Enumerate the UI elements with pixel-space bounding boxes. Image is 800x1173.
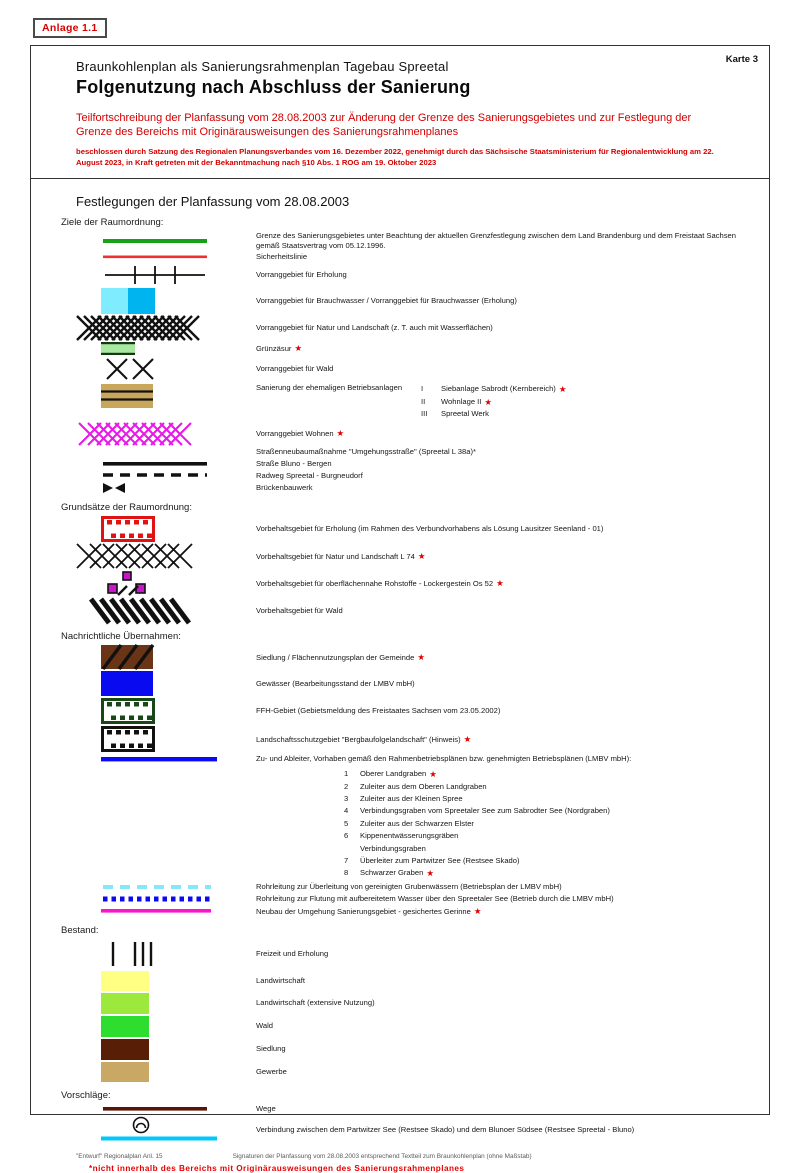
betriebsanlagen-symbol — [61, 383, 256, 408]
numlist-label: Überleiter zum Partwitzer See (Restsee Skado) — [360, 856, 520, 866]
legend-label: Wege — [256, 1103, 276, 1113]
legend-row — [61, 357, 755, 381]
numlist-item — [344, 768, 755, 780]
legend-section-title: Bestand: — [61, 924, 99, 936]
legend-label-cell — [256, 343, 755, 354]
approval-text: beschlossen durch Satzung des Regionalen Planungsverbandes vom 16. Dezember 2022, genehmigt durch das Sächsische Staatsministerium für Regionalentwicklung am 22. August 2023, in Kraft getreten mit der Bekanntmachung nach §10 Abs. 1 ROG am 19. Oktober 2023 — [76, 147, 714, 167]
legend-label: Grünzäsur ★ — [256, 343, 303, 354]
numlist-number: 6 — [344, 831, 349, 841]
sublist-numeral: II — [421, 396, 426, 406]
legend-label: Landwirtschaft — [256, 975, 305, 985]
legend-label-cell — [256, 252, 755, 262]
legend-label: Gewässer (Bearbeitungsstand der LMBV mbH) — [256, 678, 415, 688]
legend-label-cell — [256, 976, 755, 986]
legend-label-cell — [256, 1104, 755, 1114]
legend-label: Vorranggebiet für Wald — [256, 364, 334, 374]
legend-label: Wald — [256, 1021, 274, 1031]
wald-vorbehalt-diag-symbol — [61, 599, 256, 623]
red-star-icon: ★ — [294, 343, 303, 354]
erholung-vorbehalt-symbol — [61, 516, 256, 542]
strasse-line-symbol — [61, 460, 256, 468]
legend-label-cell — [256, 524, 755, 534]
legend-label-cell — [256, 1021, 755, 1031]
legend-section — [61, 502, 755, 623]
numlist-label: Schwarzer Graben — [360, 868, 424, 878]
legend-label-cell — [256, 706, 755, 716]
legend-label: Landschaftsschutzgebiet "Bergbaufolgelandschaft" (Hinweis) ★ — [256, 733, 472, 744]
numlist-number: 1 — [344, 769, 349, 779]
legend-row — [61, 1116, 755, 1144]
legend-label-cell — [256, 606, 755, 616]
red-star-icon: ★ — [426, 868, 434, 879]
erholung-ticks-symbol — [61, 264, 256, 286]
footnote-source-left: "Entwurf" Regionalplan Anl. 15 — [76, 1152, 163, 1160]
anlage-badge: Anlage 1.1 — [33, 18, 107, 38]
siedlung-box-symbol — [61, 1039, 256, 1060]
numlist-label: Zuleiter aus dem Oberen Landgraben — [360, 781, 487, 791]
legend-label-cell — [256, 894, 755, 904]
legend-label: Sicherheitslinie — [256, 252, 308, 262]
legend-label: Grenze des Sanierungsgebietes unter Beachtung der aktuellen Grenzfestlegung zwischen dem Land Brandenburg und dem Freistaat Sachsen gemäß Staatsvertrag vom 05.12.1996. — [256, 230, 736, 250]
ffh-gebiet-symbol — [61, 698, 256, 724]
legend-label-cell — [256, 428, 755, 439]
zuableiter-line-symbol — [61, 754, 256, 763]
legend-row — [61, 698, 755, 724]
red-star-icon: ★ — [417, 651, 425, 662]
legend-label: Straße Bluno - Bergen — [256, 458, 332, 468]
legend-row — [61, 252, 755, 262]
numlist-item — [344, 818, 755, 830]
legend-row — [61, 1104, 755, 1114]
wohnen-lattice-symbol — [61, 423, 256, 445]
legend-label: Rohrleitung zur Überleitung von gereinigten Grubenwässern (Betriebsplan der LMBV mbH) — [256, 881, 562, 891]
numlist-label: Zuleiter aus der Schwarzen Elster — [360, 818, 474, 828]
legend-label-cell — [256, 471, 755, 481]
legend-label: Freizeit und Erholung — [256, 948, 329, 958]
lsg-bfl-symbol — [61, 726, 256, 752]
legend-section — [61, 217, 755, 495]
numlist-item — [344, 793, 755, 805]
legend-label: Vorranggebiet für Erholung — [256, 270, 347, 280]
amendment-text: Teilfortschreibung der Planfassung vom 28.08.2003 zur Änderung der Grenze des Sanierungsgebietes und zur Festlegung der Grenze des Bereichs mit Originärausweisungen des Sanierungsrahmenplanes — [76, 112, 692, 139]
freizeit-bars-symbol — [61, 939, 256, 969]
legend-row — [61, 939, 755, 969]
sublist-item — [421, 396, 566, 409]
legend-section-title: Grundsätze der Raumordnung: — [61, 502, 192, 514]
numlist-number: 7 — [344, 856, 349, 866]
legend-label: Vorbehaltsgebiet für Erholung (im Rahmen des Verbundvorhabens als Lösung Lausitzer Seenland - 01) — [256, 524, 604, 534]
legend-row — [61, 754, 755, 880]
red-star-icon: ★ — [496, 578, 504, 589]
none-symbol — [61, 449, 256, 455]
legend-label-cell — [256, 998, 755, 1008]
rohrleitung-dash-symbol — [61, 883, 256, 891]
legend-label-cell — [256, 1125, 755, 1135]
legend-label: Vorbehaltsgebiet für oberflächennahe Rohstoffe - Lockergestein Os 52 ★ — [256, 578, 504, 589]
legend-label: Neubau der Umgehung Sanierungsgebiet - gesichertes Gerinne ★ — [256, 905, 482, 916]
legend-row — [61, 1016, 755, 1037]
legend-label-cell — [256, 270, 755, 280]
legend-label-cell — [256, 551, 755, 562]
numlist-label: Zuleiter aus der Kleinen Spree — [360, 794, 463, 804]
legend-label-cell — [256, 231, 755, 251]
legend-row — [61, 383, 755, 421]
sublist-label: Siebanlage Sabrodt (Kernbereich) — [441, 384, 556, 394]
numlist-item — [344, 855, 755, 867]
legend-row — [61, 894, 755, 904]
legend-row — [61, 599, 755, 623]
legend-label: Vorbehaltsgebiet für Natur und Landschaft L 74 ★ — [256, 550, 426, 561]
legend-label-cell — [256, 578, 755, 589]
grenze-line-symbol — [61, 236, 256, 246]
red-star-icon: ★ — [417, 550, 426, 561]
red-star-icon: ★ — [336, 428, 345, 439]
legend-row — [61, 882, 755, 892]
plan-sheet-frame — [30, 45, 770, 1173]
legend-row — [61, 459, 755, 469]
seeverbindung-symbol — [61, 1116, 256, 1144]
siedlung-fnp-symbol — [61, 645, 256, 669]
legend-label: Sanierung der ehemaligen Betriebsanlagen — [256, 383, 403, 393]
legend-label-cell — [256, 882, 755, 892]
legend-row — [61, 645, 755, 669]
legend-row — [61, 1062, 755, 1082]
footnote-sources — [76, 1153, 769, 1160]
legend-label: Vorranggebiet für Natur und Landschaft (z. T. auch mit Wasserflächen) — [256, 323, 493, 333]
numlist-item — [344, 843, 755, 855]
legend-numlist — [344, 768, 755, 880]
sicherheits-line-symbol — [61, 253, 256, 261]
legend-label-cell — [256, 483, 755, 493]
red-star-icon: ★ — [473, 905, 482, 916]
legend-section-title: Ziele der Raumordnung: — [61, 216, 164, 228]
legend-label: Rohrleitung zur Flutung mit aufbereitetem Wasser über den Spreetaler See (Betrieb durch die LMBV mbH) — [256, 893, 614, 903]
legend-sections — [31, 217, 769, 1144]
landwirtschaft-box-symbol — [61, 971, 256, 991]
legend-label: Siedlung / Flächennutzungsplan der Gemeinde ★ — [256, 651, 425, 662]
legend-label-cell — [256, 652, 755, 663]
wald-xx-symbol — [61, 357, 256, 381]
numlist-number: 2 — [344, 781, 349, 791]
red-star-icon: ★ — [463, 733, 472, 744]
sublist-item — [421, 408, 566, 421]
legend-row — [61, 993, 755, 1014]
legend-label-cell — [256, 1067, 755, 1077]
red-star-icon: ★ — [484, 396, 493, 407]
legend-label: Vorbehaltsgebiet für Wald — [256, 606, 343, 616]
legend-row — [61, 544, 755, 568]
legend-label-cell — [256, 1044, 755, 1054]
numlist-item — [344, 781, 755, 793]
red-star-icon: ★ — [429, 769, 437, 780]
sublist-label: Spreetal Werk — [441, 409, 489, 419]
plan-subtitle: Braunkohlenplan als Sanierungsrahmenplan Tagebau Spreetal — [76, 59, 449, 74]
legend-section-title: Nachrichtliche Übernahmen: — [61, 631, 181, 643]
numlist-label: Verbindungsgraben — [360, 843, 426, 853]
natur-vorbehalt-x-symbol — [61, 544, 256, 568]
legend-row — [61, 516, 755, 542]
legend-label: Gewerbe — [256, 1066, 287, 1076]
legend-label-cell — [256, 754, 755, 880]
legend-label-cell — [256, 364, 755, 374]
footnote-star-note: *nicht innerhalb des Bereichs mit Originärausweisungen des Sanierungsrahmenplanes — [89, 1163, 465, 1173]
legend-row — [61, 471, 755, 481]
numlist-item — [344, 867, 755, 879]
numlist-item — [344, 830, 755, 842]
legend-label-cell — [256, 323, 755, 333]
page-title: Folgenutzung nach Abschluss der Sanierung — [76, 77, 471, 97]
numlist-number: 3 — [344, 794, 349, 804]
legend-label: Siedlung — [256, 1044, 286, 1054]
sublist-label: Wohnlage II — [441, 396, 482, 406]
sublist-numeral: III — [421, 409, 428, 419]
sublist-item — [421, 383, 566, 396]
red-star-icon: ★ — [558, 384, 567, 395]
legend-section — [61, 925, 755, 1082]
legend-row — [61, 971, 755, 991]
legend-row — [61, 264, 755, 286]
legend-row — [61, 671, 755, 696]
legend-label-cell — [256, 296, 755, 306]
numlist-number: 4 — [344, 806, 349, 816]
legend-label: Verbindung zwischen dem Partwitzer See (Restsee Skado) und dem Blunoer Südsee (Restsee Spreetal - Bluno) — [256, 1124, 635, 1134]
natur-lattice-symbol — [61, 316, 256, 340]
legend-heading: Festlegungen der Planfassung vom 28.08.2003 — [76, 193, 350, 209]
legend-label: Vorranggebiet für Brauchwasser / Vorranggebiet für Brauchwasser (Erholung) — [256, 296, 517, 306]
landwirtschaft-ext-box-symbol — [61, 993, 256, 1014]
legend-sublist — [421, 383, 566, 421]
wege-line-symbol — [61, 1105, 256, 1113]
legend-row — [61, 342, 755, 355]
legend-label-cell — [256, 679, 755, 689]
radweg-dash-symbol — [61, 471, 256, 479]
legend-label: Straßenneubaumaßnahme "Umgehungsstraße" (Spreetal L 38a)* — [256, 446, 476, 456]
map-sheet-number: Karte 3 — [725, 54, 758, 65]
rohrleitung-dots-symbol — [61, 895, 256, 903]
numlist-label: Kippenentwässerungsgräben — [360, 831, 459, 841]
legend-row — [61, 1039, 755, 1060]
numlist-number: 8 — [344, 868, 349, 878]
legend-label: Landwirtschaft (extensive Nutzung) — [256, 998, 375, 1008]
wald-box-symbol — [61, 1016, 256, 1037]
footnote-source-center: Signaturen der Planfassung vom 28.08.2003 entsprechend Textteil zum Braunkohlenplan (ohne Maßstab) — [232, 1152, 532, 1160]
legend-row — [61, 447, 755, 457]
legend-row — [61, 482, 755, 494]
legend-label-cell — [256, 949, 755, 959]
legend-label: FFH-Gebiet (Gebietsmeldung des Freistaates Sachsen vom 23.05.2002) — [256, 706, 501, 716]
numlist-number: 5 — [344, 818, 349, 828]
legend-row — [61, 570, 755, 597]
legend-row — [61, 288, 755, 314]
legend-section — [61, 1090, 755, 1144]
legend-label: Vorranggebiet Wohnen ★ — [256, 428, 345, 439]
legend-label: Brückenbauwerk — [256, 483, 313, 493]
legend-row — [61, 423, 755, 445]
legend-label-cell — [256, 906, 755, 917]
numlist-item — [344, 805, 755, 817]
legend-row — [61, 316, 755, 340]
gruenzaesur-symbol — [61, 342, 256, 355]
bruecke-bowtie-symbol — [61, 482, 256, 494]
legend-label-cell — [256, 734, 755, 745]
rohstoffe-ore-symbol — [61, 570, 256, 597]
legend-section-title: Vorschläge: — [61, 1089, 111, 1101]
legend-row — [61, 231, 755, 251]
umgehung-line-symbol — [61, 907, 256, 915]
gewerbe-box-symbol — [61, 1062, 256, 1082]
brauchwasser-boxes-symbol — [61, 288, 256, 314]
legend-label-cell — [256, 459, 755, 469]
legend-label: Zu- und Ableiter, Vorhaben gemäß den Rahmenbetriebsplänen bzw. genehmigten Betriebsplänen (LMBV mbH): — [256, 754, 632, 764]
numlist-label: Oberer Landgraben — [360, 769, 427, 779]
legend-label-cell — [256, 383, 755, 421]
gewaesser-box-symbol — [61, 671, 256, 696]
legend-row — [61, 726, 755, 752]
numlist-number — [344, 843, 360, 855]
legend-section — [61, 631, 755, 916]
sublist-numeral: I — [421, 384, 424, 394]
sheet-header — [31, 46, 769, 179]
legend-row — [61, 906, 755, 917]
numlist-label: Verbindungsgraben vom Spreetaler See zum Sabrodter See (Nordgraben) — [360, 806, 610, 816]
legend-label-cell — [256, 447, 755, 457]
legend-label: Radweg Spreetal - Burgneudorf — [256, 470, 363, 480]
